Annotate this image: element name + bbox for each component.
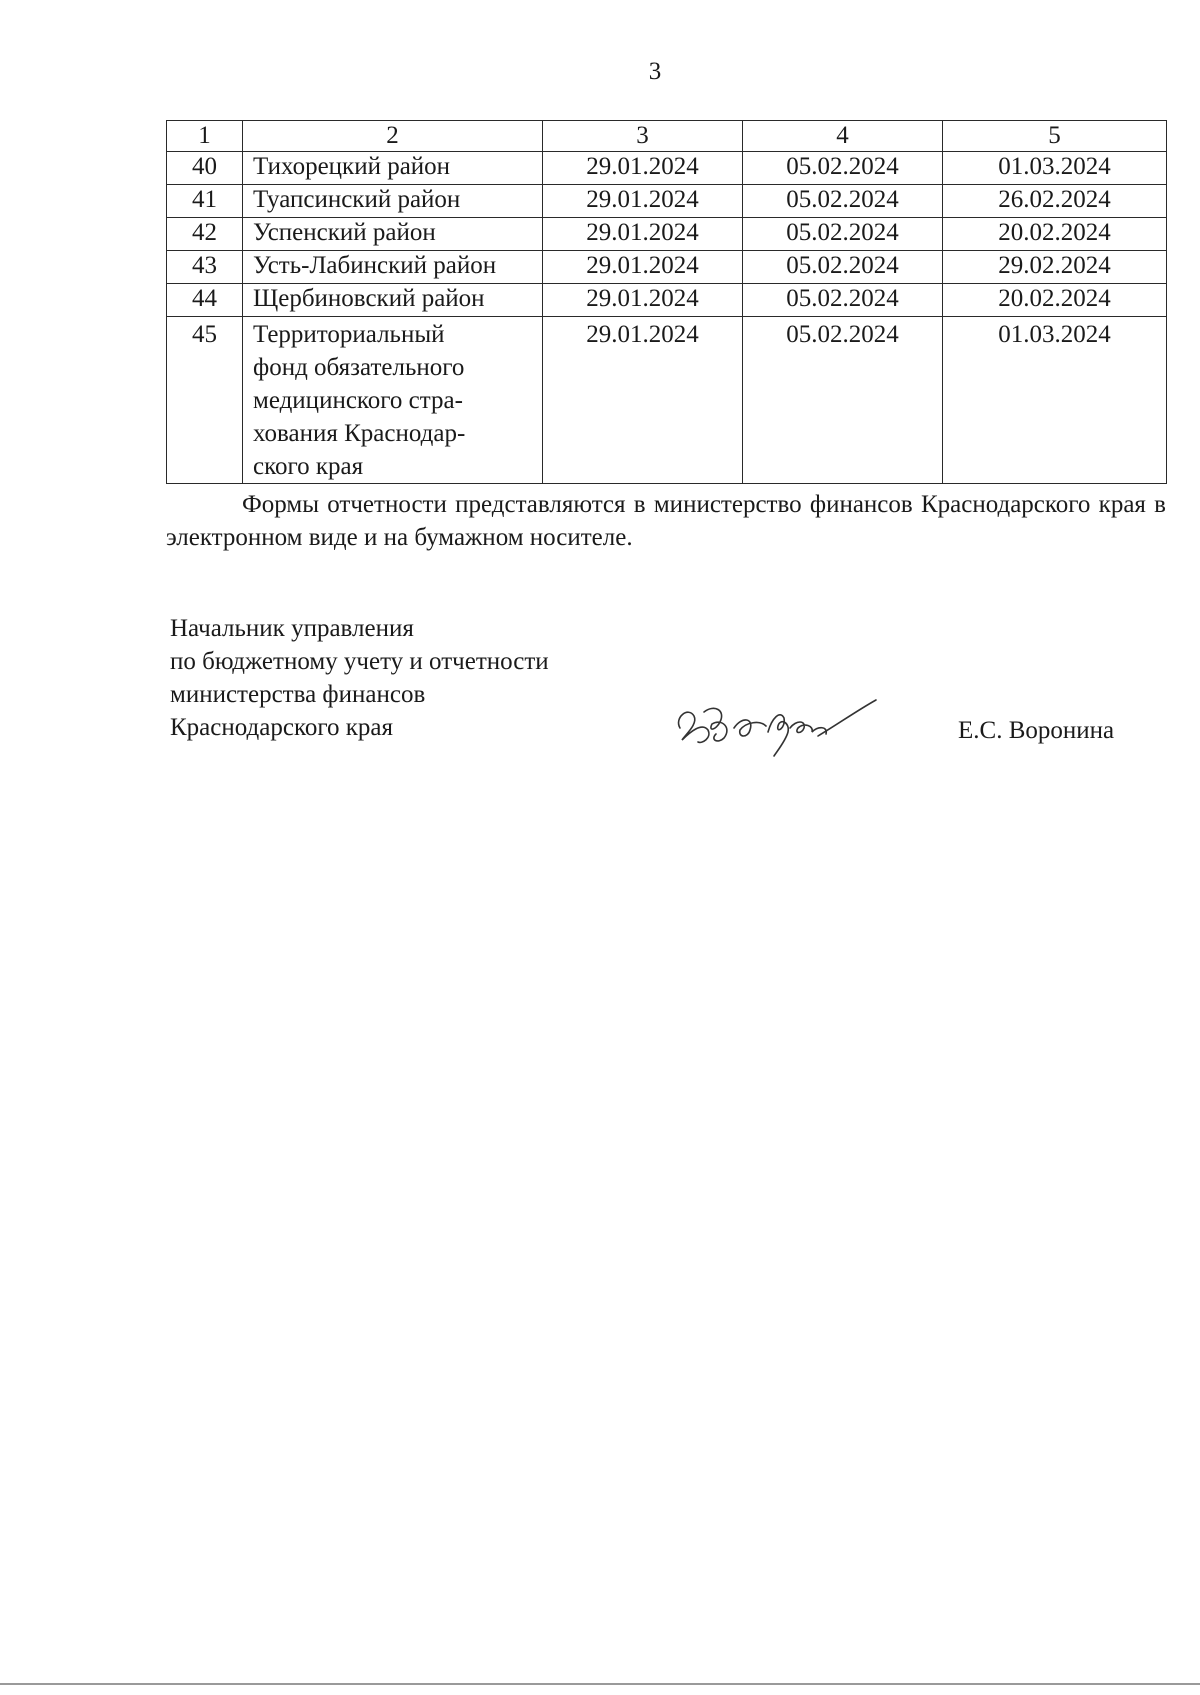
row-date-col3: 29.01.2024 xyxy=(543,317,743,484)
table-header-row xyxy=(167,121,1167,152)
row-date-col4: 05.02.2024 xyxy=(743,152,943,185)
row-date-col4: 05.02.2024 xyxy=(743,251,943,284)
row-name-line: ского края xyxy=(253,453,364,480)
row-date-col3: 29.01.2024 xyxy=(543,251,743,284)
row-date-col4: 05.02.2024 xyxy=(743,218,943,251)
row-date-col5: 01.03.2024 xyxy=(943,152,1167,185)
table-row xyxy=(167,284,1167,317)
handwritten-signature xyxy=(668,688,883,760)
row-name: Тихорецкий район xyxy=(243,152,543,185)
signer-position-line: министерства финансов xyxy=(170,681,426,708)
row-date-col3: 29.01.2024 xyxy=(543,218,743,251)
signer-position xyxy=(170,612,549,744)
header-col-5: 5 xyxy=(943,121,1167,152)
row-number: 41 xyxy=(167,185,243,218)
signer-position-line: по бюджетному учету и отчетности xyxy=(170,648,549,675)
header-col-3: 3 xyxy=(543,121,743,152)
row-date-col5: 26.02.2024 xyxy=(943,185,1167,218)
header-col-1: 1 xyxy=(167,121,243,152)
row-name: Туапсинский район xyxy=(243,185,543,218)
row-name-line: медицинского стра- xyxy=(253,387,463,414)
schedule-table xyxy=(166,120,1167,484)
row-date-col3: 29.01.2024 xyxy=(543,284,743,317)
row-date-col4: 05.02.2024 xyxy=(743,317,943,484)
scan-edge-line xyxy=(0,1683,1200,1685)
closing-paragraph: Формы отчетности представляются в министерство финансов Краснодарского края в электронном виде и на бумажном носителе. xyxy=(166,491,1166,551)
row-date-col4: 05.02.2024 xyxy=(743,284,943,317)
table-row xyxy=(167,317,1167,484)
page-number: 3 xyxy=(648,58,662,85)
row-date-col5: 01.03.2024 xyxy=(943,317,1167,484)
signer-position-line: Начальник управления xyxy=(170,615,414,642)
header-col-4: 4 xyxy=(743,121,943,152)
row-number: 44 xyxy=(167,284,243,317)
table-row xyxy=(167,185,1167,218)
row-name-line: Территориальный xyxy=(253,321,445,348)
row-date-col3: 29.01.2024 xyxy=(543,185,743,218)
table-row xyxy=(167,218,1167,251)
signer-name: Е.С. Воронина xyxy=(958,717,1115,744)
row-name-line: фонд обязательного xyxy=(253,354,465,381)
row-date-col5: 29.02.2024 xyxy=(943,251,1167,284)
row-number: 40 xyxy=(167,152,243,185)
row-date-col5: 20.02.2024 xyxy=(943,284,1167,317)
row-name: Успенский район xyxy=(243,218,543,251)
header-col-2: 2 xyxy=(243,121,543,152)
signer-position-line: Краснодарского края xyxy=(170,714,393,741)
row-date-col4: 05.02.2024 xyxy=(743,185,943,218)
row-number: 42 xyxy=(167,218,243,251)
row-name: Усть-Лабинский район xyxy=(243,251,543,284)
row-date-col3: 29.01.2024 xyxy=(543,152,743,185)
row-number: 43 xyxy=(167,251,243,284)
row-date-col5: 20.02.2024 xyxy=(943,218,1167,251)
row-name-line: хования Краснодар- xyxy=(253,420,466,447)
table-row xyxy=(167,152,1167,185)
row-name: Щербиновский район xyxy=(243,284,543,317)
table-row xyxy=(167,251,1167,284)
row-name xyxy=(243,317,543,484)
row-number: 45 xyxy=(167,317,243,484)
